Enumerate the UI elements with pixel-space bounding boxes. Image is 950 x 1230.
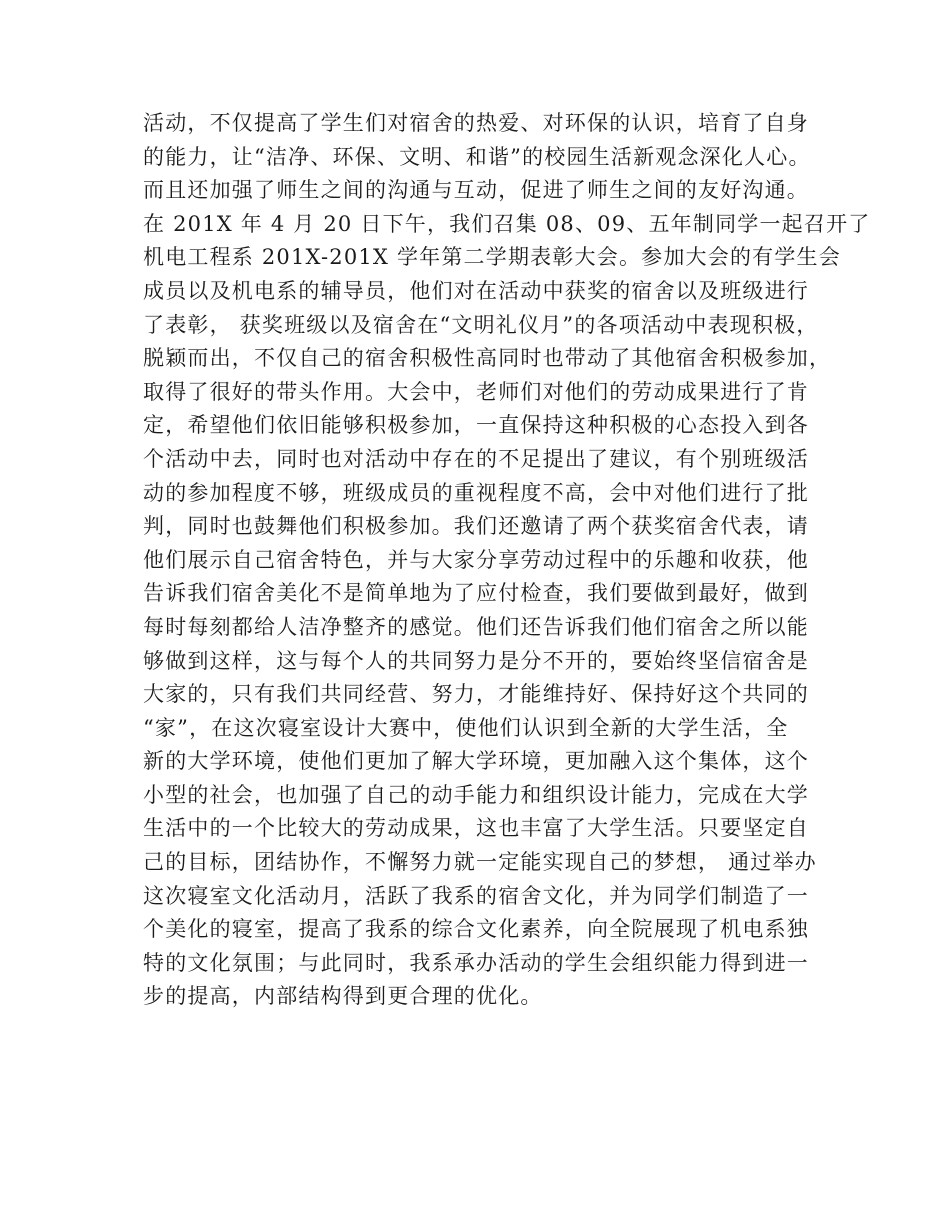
text-line: 的能力，让“洁净、环保、文明、和谐”的校园生活新观念深化人心。 (143, 144, 811, 169)
text-line: 大家的，只有我们共同经营、努力，才能维持好、保持好这个共同的 (143, 682, 809, 707)
text-line: 定，希望他们依旧能够积极参加，一直保持这种积极的心态投入到各 (143, 413, 809, 438)
text-line: 机电工程系 201X-201X 学年第二学期表彰大会。参加大会的有学生会 (143, 245, 841, 270)
text-line: 生活中的一个比较大的劳动成果，这也丰富了大学生活。只要坚定自 (143, 816, 809, 841)
text-line: 新的大学环境，使他们更加了解大学环境，更加融入这个集体，这个 (143, 749, 809, 774)
text-line: 告诉我们宿舍美化不是简单地为了应付检查，我们要做到最好，做到 (143, 581, 809, 606)
body-text (143, 107, 871, 1014)
text-line: 了表彰， 获奖班级以及宿舍在“文明礼仪月”的各项活动中表现积极， (143, 312, 819, 337)
text-line: 成员以及机电系的辅导员，他们对在活动中获奖的宿舍以及班级进行 (143, 278, 809, 303)
text-line: 动的参加程度不够，班级成员的重视程度不高，会中对他们进行了批 (143, 480, 809, 505)
text-line: “家”，在这次寝室设计大赛中，使他们认识到全新的大学生活，全 (143, 715, 789, 740)
text-line: 小型的社会，也加强了自己的动手能力和组织设计能力，完成在大学 (143, 782, 809, 807)
text-line: 这次寝室文化活动月，活跃了我系的宿舍文化，并为同学们制造了一 (143, 883, 809, 908)
text-line: 己的目标，团结协作，不懈努力就一定能实现自己的梦想， 通过举办 (143, 850, 817, 875)
text-line: 步的提高，内部结构得到更合理的优化。 (143, 984, 543, 1009)
text-line: 取得了很好的带头作用。大会中，老师们对他们的劳动成果进行了肯 (143, 379, 809, 404)
text-line: 活动，不仅提高了学生们对宿舍的热爱、对环保的认识，培育了自身 (143, 111, 809, 135)
text-line: 特的文化氛围；与此同时，我系承办活动的学生会组织能力得到进一 (143, 950, 809, 975)
text-line: 他们展示自己宿舍特色，并与大家分享劳动过程中的乐趣和收获，他 (143, 547, 809, 572)
text-line: 个美化的寝室，提高了我系的综合文化素养，向全院展现了机电系独 (143, 917, 809, 942)
text-line: 在 201X 年 4 月 20 日下午，我们召集 08、09、五年制同学一起召开了 (143, 211, 871, 236)
text-line: 个活动中去，同时也对活动中存在的不足提出了建议，有个别班级活 (143, 446, 809, 471)
text-line: 每时每刻都给人洁净整齐的感觉。他们还告诉我们他们宿舍之所以能 (143, 614, 809, 639)
text-line: 够做到这样，这与每个人的共同努力是分不开的，要始终坚信宿舍是 (143, 648, 809, 673)
text-line: 脱颖而出，不仅自己的宿舍积极性高同时也带动了其他宿舍积极参加， (143, 346, 832, 371)
text-line: 而且还加强了师生之间的沟通与互动，促进了师生之间的友好沟通。 (143, 178, 809, 203)
text-line: 判，同时也鼓舞他们积极参加。我们还邀请了两个获奖宿舍代表，请 (143, 514, 809, 539)
